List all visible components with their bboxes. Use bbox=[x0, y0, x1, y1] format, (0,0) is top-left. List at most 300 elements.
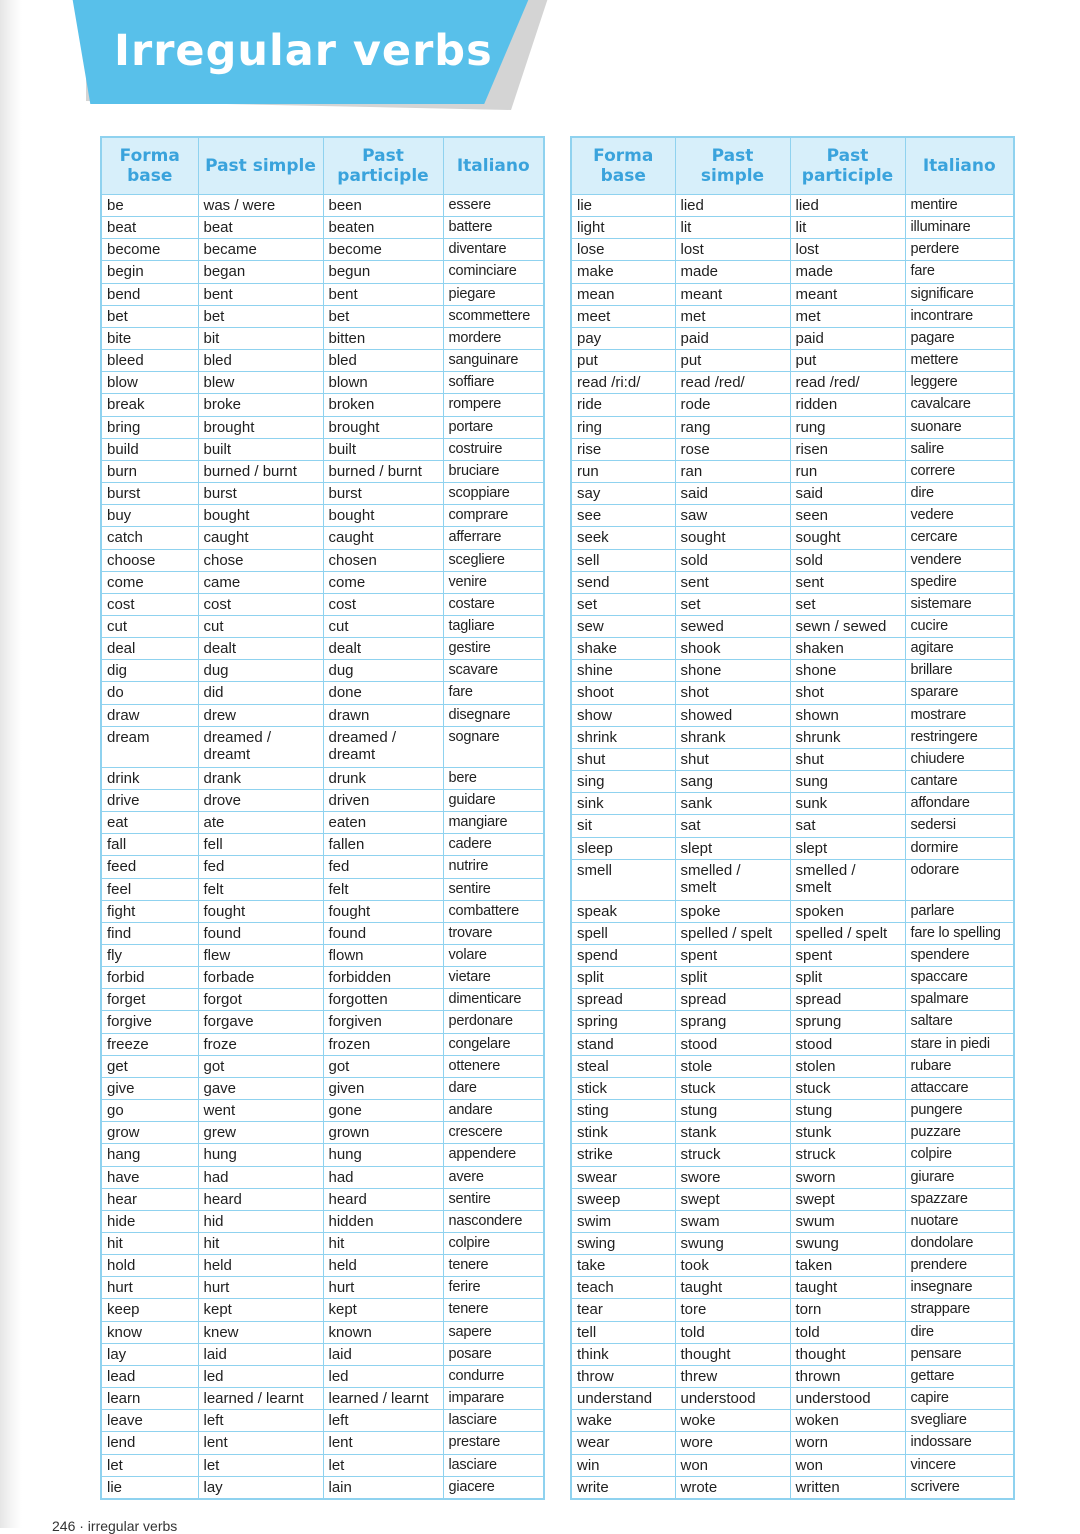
past-participle-cell: thought bbox=[790, 1343, 905, 1365]
italiano-cell: giacere bbox=[443, 1476, 544, 1499]
past-simple-cell: learned / learnt bbox=[198, 1388, 323, 1410]
italiano-cell: mangiare bbox=[443, 812, 544, 834]
past-simple-cell: led bbox=[198, 1365, 323, 1387]
italiano-cell: pensare bbox=[905, 1343, 1014, 1365]
forma-base-cell: bite bbox=[101, 327, 198, 349]
table-row bbox=[101, 1011, 544, 1033]
table-row bbox=[101, 1233, 544, 1255]
header-past-simple: Past simple bbox=[675, 137, 790, 195]
forma-base-cell: blow bbox=[101, 372, 198, 394]
past-simple-cell: sang bbox=[675, 771, 790, 793]
forma-base-cell: hide bbox=[101, 1210, 198, 1232]
forma-base-cell: give bbox=[101, 1077, 198, 1099]
past-participle-cell: sworn bbox=[790, 1166, 905, 1188]
header-italiano: Italiano bbox=[905, 137, 1014, 195]
forma-base-cell: speak bbox=[571, 900, 675, 922]
italiano-cell: congelare bbox=[443, 1033, 544, 1055]
forma-base-cell: teach bbox=[571, 1277, 675, 1299]
italiano-cell: fare bbox=[443, 682, 544, 704]
italiano-cell: vendere bbox=[905, 549, 1014, 571]
past-participle-cell: forgiven bbox=[323, 1011, 443, 1033]
italiano-cell: svegliare bbox=[905, 1410, 1014, 1432]
past-participle-cell: spread bbox=[790, 989, 905, 1011]
past-participle-cell: hurt bbox=[323, 1277, 443, 1299]
past-simple-cell: stank bbox=[675, 1122, 790, 1144]
table-row bbox=[571, 416, 1014, 438]
past-participle-cell: bled bbox=[323, 350, 443, 372]
italiano-cell: pagare bbox=[905, 327, 1014, 349]
table-row bbox=[571, 217, 1014, 239]
table-row bbox=[101, 878, 544, 900]
past-participle-cell: paid bbox=[790, 327, 905, 349]
table-row bbox=[571, 1033, 1014, 1055]
table-row bbox=[101, 660, 544, 682]
italiano-cell: cominciare bbox=[443, 261, 544, 283]
verbs-table-right-body bbox=[571, 195, 1014, 1500]
past-simple-cell: cost bbox=[198, 593, 323, 615]
past-participle-cell: held bbox=[323, 1255, 443, 1277]
forma-base-cell: forget bbox=[101, 989, 198, 1011]
table-row bbox=[571, 1122, 1014, 1144]
past-participle-cell: rung bbox=[790, 416, 905, 438]
italiano-cell: soffiare bbox=[443, 372, 544, 394]
italiano-cell: trovare bbox=[443, 922, 544, 944]
forma-base-cell: find bbox=[101, 922, 198, 944]
forma-base-cell: pay bbox=[571, 327, 675, 349]
past-simple-cell: won bbox=[675, 1454, 790, 1476]
forma-base-cell: drive bbox=[101, 789, 198, 811]
header-past-simple: Past simple bbox=[198, 137, 323, 195]
past-participle-cell: sat bbox=[790, 815, 905, 837]
table-row bbox=[571, 944, 1014, 966]
forma-base-cell: fly bbox=[101, 944, 198, 966]
forma-base-cell: rise bbox=[571, 438, 675, 460]
forma-base-cell: hurt bbox=[101, 1277, 198, 1299]
past-participle-cell: taken bbox=[790, 1255, 905, 1277]
past-simple-cell: wore bbox=[675, 1432, 790, 1454]
past-participle-cell: blown bbox=[323, 372, 443, 394]
forma-base-cell: lie bbox=[571, 195, 675, 217]
table-row bbox=[571, 394, 1014, 416]
past-participle-cell: become bbox=[323, 239, 443, 261]
italiano-cell: colpire bbox=[443, 1233, 544, 1255]
past-simple-cell: fed bbox=[198, 856, 323, 878]
past-participle-cell: read /red/ bbox=[790, 372, 905, 394]
past-participle-cell: bitten bbox=[323, 327, 443, 349]
table-row bbox=[571, 660, 1014, 682]
table-row bbox=[101, 1388, 544, 1410]
italiano-cell: dimenticare bbox=[443, 989, 544, 1011]
italiano-cell: scavare bbox=[443, 660, 544, 682]
table-row bbox=[571, 748, 1014, 770]
past-simple-cell: laid bbox=[198, 1343, 323, 1365]
table-row bbox=[571, 460, 1014, 482]
table-row bbox=[101, 812, 544, 834]
table-row bbox=[101, 571, 544, 593]
past-participle-cell: worn bbox=[790, 1432, 905, 1454]
table-row bbox=[101, 1100, 544, 1122]
past-simple-cell: stood bbox=[675, 1033, 790, 1055]
table-row bbox=[571, 1210, 1014, 1232]
past-participle-cell: seen bbox=[790, 505, 905, 527]
table-row bbox=[571, 922, 1014, 944]
italiano-cell: portare bbox=[443, 416, 544, 438]
past-simple-cell: saw bbox=[675, 505, 790, 527]
past-participle-cell: come bbox=[323, 571, 443, 593]
past-simple-cell: made bbox=[675, 261, 790, 283]
past-participle-cell: bet bbox=[323, 305, 443, 327]
table-row bbox=[101, 217, 544, 239]
italiano-cell: attaccare bbox=[905, 1077, 1014, 1099]
table-row bbox=[571, 1255, 1014, 1277]
table-row bbox=[101, 1077, 544, 1099]
past-participle-cell: brought bbox=[323, 416, 443, 438]
table-row bbox=[571, 1388, 1014, 1410]
italiano-cell: stare in piedi bbox=[905, 1033, 1014, 1055]
table-row bbox=[101, 922, 544, 944]
forma-base-cell: bend bbox=[101, 283, 198, 305]
past-participle-cell: swum bbox=[790, 1210, 905, 1232]
past-simple-cell: forgot bbox=[198, 989, 323, 1011]
italiano-cell: dormire bbox=[905, 837, 1014, 859]
italiano-cell: ferire bbox=[443, 1277, 544, 1299]
forma-base-cell: steal bbox=[571, 1055, 675, 1077]
forma-base-cell: tell bbox=[571, 1321, 675, 1343]
forma-base-cell: sting bbox=[571, 1100, 675, 1122]
italiano-cell: vietare bbox=[443, 967, 544, 989]
italiano-cell: affondare bbox=[905, 793, 1014, 815]
past-participle-cell: thrown bbox=[790, 1365, 905, 1387]
forma-base-cell: hold bbox=[101, 1255, 198, 1277]
table-row bbox=[101, 967, 544, 989]
past-participle-cell: torn bbox=[790, 1299, 905, 1321]
forma-base-cell: light bbox=[571, 217, 675, 239]
past-simple-cell: did bbox=[198, 682, 323, 704]
forma-base-cell: swim bbox=[571, 1210, 675, 1232]
past-participle-cell: flown bbox=[323, 944, 443, 966]
forma-base-cell: read /ri:d/ bbox=[571, 372, 675, 394]
table-row bbox=[101, 856, 544, 878]
past-participle-cell: hit bbox=[323, 1233, 443, 1255]
italiano-cell: disegnare bbox=[443, 704, 544, 726]
table-row bbox=[101, 483, 544, 505]
forma-base-cell: fight bbox=[101, 900, 198, 922]
italiano-cell: pungere bbox=[905, 1100, 1014, 1122]
table-row bbox=[571, 305, 1014, 327]
past-participle-cell: built bbox=[323, 438, 443, 460]
forma-base-cell: sit bbox=[571, 815, 675, 837]
past-participle-cell: risen bbox=[790, 438, 905, 460]
italiano-cell: cucire bbox=[905, 615, 1014, 637]
table-row bbox=[101, 1210, 544, 1232]
past-simple-cell: sat bbox=[675, 815, 790, 837]
table-row bbox=[571, 1100, 1014, 1122]
past-simple-cell: bled bbox=[198, 350, 323, 372]
past-participle-cell: begun bbox=[323, 261, 443, 283]
forma-base-cell: sweep bbox=[571, 1188, 675, 1210]
forma-base-cell: let bbox=[101, 1454, 198, 1476]
italiano-cell: costruire bbox=[443, 438, 544, 460]
forma-base-cell: burn bbox=[101, 460, 198, 482]
table-row bbox=[101, 615, 544, 637]
table-row bbox=[571, 195, 1014, 217]
past-participle-cell: taught bbox=[790, 1277, 905, 1299]
past-participle-cell: told bbox=[790, 1321, 905, 1343]
italiano-cell: sentire bbox=[443, 878, 544, 900]
past-simple-cell: burst bbox=[198, 483, 323, 505]
italiano-cell: spedire bbox=[905, 571, 1014, 593]
italiano-cell: sognare bbox=[443, 726, 544, 767]
forma-base-cell: wake bbox=[571, 1410, 675, 1432]
past-simple-cell: drew bbox=[198, 704, 323, 726]
past-participle-cell: broken bbox=[323, 394, 443, 416]
table-row bbox=[571, 1077, 1014, 1099]
italiano-cell: parlare bbox=[905, 900, 1014, 922]
table-row bbox=[101, 327, 544, 349]
past-participle-cell: spoken bbox=[790, 900, 905, 922]
past-simple-cell: held bbox=[198, 1255, 323, 1277]
italiano-cell: nutrire bbox=[443, 856, 544, 878]
past-participle-cell: caught bbox=[323, 527, 443, 549]
table-row bbox=[101, 1033, 544, 1055]
forma-base-cell: shine bbox=[571, 660, 675, 682]
forma-base-cell: come bbox=[101, 571, 198, 593]
past-simple-cell: was / were bbox=[198, 195, 323, 217]
past-simple-cell: lost bbox=[675, 239, 790, 261]
past-simple-cell: thought bbox=[675, 1343, 790, 1365]
table-row bbox=[101, 1122, 544, 1144]
past-participle-cell: hung bbox=[323, 1144, 443, 1166]
forma-base-cell: buy bbox=[101, 505, 198, 527]
past-simple-cell: gave bbox=[198, 1077, 323, 1099]
past-simple-cell: shook bbox=[675, 638, 790, 660]
italiano-cell: crescere bbox=[443, 1122, 544, 1144]
italiano-cell: giurare bbox=[905, 1166, 1014, 1188]
italiano-cell: mettere bbox=[905, 350, 1014, 372]
past-simple-cell: met bbox=[675, 305, 790, 327]
past-simple-cell: shut bbox=[675, 748, 790, 770]
italiano-cell: cercare bbox=[905, 527, 1014, 549]
past-participle-cell: sung bbox=[790, 771, 905, 793]
table-row bbox=[571, 327, 1014, 349]
forma-base-cell: go bbox=[101, 1100, 198, 1122]
past-participle-cell: kept bbox=[323, 1299, 443, 1321]
table-row bbox=[571, 239, 1014, 261]
table-row bbox=[571, 771, 1014, 793]
past-participle-cell: struck bbox=[790, 1144, 905, 1166]
header-italiano: Italiano bbox=[443, 137, 544, 195]
italiano-cell: prestare bbox=[443, 1432, 544, 1454]
table-row bbox=[571, 1432, 1014, 1454]
forma-base-cell: do bbox=[101, 682, 198, 704]
past-participle-cell: eaten bbox=[323, 812, 443, 834]
verbs-table-right bbox=[570, 136, 1015, 1500]
past-simple-cell: stole bbox=[675, 1055, 790, 1077]
table-row bbox=[101, 505, 544, 527]
italiano-cell: fare lo spelling bbox=[905, 922, 1014, 944]
past-participle-cell: burned / burnt bbox=[323, 460, 443, 482]
past-simple-cell: bit bbox=[198, 327, 323, 349]
italiano-cell: spendere bbox=[905, 944, 1014, 966]
past-participle-cell: heard bbox=[323, 1188, 443, 1210]
past-simple-cell: found bbox=[198, 922, 323, 944]
forma-base-cell: sing bbox=[571, 771, 675, 793]
italiano-cell: mordere bbox=[443, 327, 544, 349]
italiano-cell: bere bbox=[443, 767, 544, 789]
past-participle-cell: met bbox=[790, 305, 905, 327]
italiano-cell: dare bbox=[443, 1077, 544, 1099]
past-participle-cell: lied bbox=[790, 195, 905, 217]
table-row bbox=[101, 1432, 544, 1454]
past-simple-cell: bent bbox=[198, 283, 323, 305]
forma-base-cell: drink bbox=[101, 767, 198, 789]
italiano-cell: spazzare bbox=[905, 1188, 1014, 1210]
past-simple-cell: swung bbox=[675, 1233, 790, 1255]
table-row bbox=[101, 239, 544, 261]
past-participle-cell: meant bbox=[790, 283, 905, 305]
italiano-cell: afferrare bbox=[443, 527, 544, 549]
table-row bbox=[571, 1299, 1014, 1321]
forma-base-cell: deal bbox=[101, 638, 198, 660]
italiano-cell: illuminare bbox=[905, 217, 1014, 239]
forma-base-cell: put bbox=[571, 350, 675, 372]
table-row bbox=[101, 1255, 544, 1277]
past-simple-cell: hurt bbox=[198, 1277, 323, 1299]
italiano-cell: condurre bbox=[443, 1365, 544, 1387]
past-simple-cell: blew bbox=[198, 372, 323, 394]
forma-base-cell: win bbox=[571, 1454, 675, 1476]
forma-base-cell: bleed bbox=[101, 350, 198, 372]
past-simple-cell: swam bbox=[675, 1210, 790, 1232]
past-participle-cell: sprung bbox=[790, 1011, 905, 1033]
past-participle-cell: cost bbox=[323, 593, 443, 615]
table-row bbox=[101, 438, 544, 460]
past-participle-cell: lain bbox=[323, 1476, 443, 1499]
table-row bbox=[571, 1144, 1014, 1166]
forma-base-cell: run bbox=[571, 460, 675, 482]
table-row bbox=[101, 1476, 544, 1499]
forma-base-cell: take bbox=[571, 1255, 675, 1277]
past-participle-cell: swung bbox=[790, 1233, 905, 1255]
table-row bbox=[101, 1299, 544, 1321]
past-simple-cell: said bbox=[675, 483, 790, 505]
forma-base-cell: lie bbox=[101, 1476, 198, 1499]
italiano-cell: scoppiare bbox=[443, 483, 544, 505]
past-simple-cell: caught bbox=[198, 527, 323, 549]
forma-base-cell: get bbox=[101, 1055, 198, 1077]
forma-base-cell: send bbox=[571, 571, 675, 593]
forma-base-cell: lend bbox=[101, 1432, 198, 1454]
italiano-cell: sedersi bbox=[905, 815, 1014, 837]
past-simple-cell: dealt bbox=[198, 638, 323, 660]
table-row bbox=[101, 900, 544, 922]
past-participle-cell: grown bbox=[323, 1122, 443, 1144]
past-simple-cell: understood bbox=[675, 1388, 790, 1410]
past-participle-cell: sent bbox=[790, 571, 905, 593]
table-row bbox=[571, 283, 1014, 305]
italiano-cell: indossare bbox=[905, 1432, 1014, 1454]
past-participle-cell: found bbox=[323, 922, 443, 944]
page-title: Irregular verbs bbox=[114, 26, 493, 76]
table-row bbox=[101, 767, 544, 789]
table-row bbox=[101, 1321, 544, 1343]
past-participle-cell: written bbox=[790, 1476, 905, 1499]
past-participle-cell: won bbox=[790, 1454, 905, 1476]
forma-base-cell: leave bbox=[101, 1410, 198, 1432]
table-row bbox=[571, 967, 1014, 989]
past-simple-cell: read /red/ bbox=[675, 372, 790, 394]
past-simple-cell: took bbox=[675, 1255, 790, 1277]
italiano-cell: cantare bbox=[905, 771, 1014, 793]
table-header-row bbox=[571, 137, 1014, 195]
past-participle-cell: stunk bbox=[790, 1122, 905, 1144]
past-participle-cell: forgotten bbox=[323, 989, 443, 1011]
italiano-cell: mostrare bbox=[905, 704, 1014, 726]
italiano-cell: capire bbox=[905, 1388, 1014, 1410]
past-simple-cell: ate bbox=[198, 812, 323, 834]
past-simple-cell: went bbox=[198, 1100, 323, 1122]
past-simple-cell: put bbox=[675, 350, 790, 372]
forma-base-cell: shake bbox=[571, 638, 675, 660]
italiano-cell: sapere bbox=[443, 1321, 544, 1343]
table-row bbox=[571, 1277, 1014, 1299]
past-participle-cell: sunk bbox=[790, 793, 905, 815]
past-simple-cell: left bbox=[198, 1410, 323, 1432]
forma-base-cell: swing bbox=[571, 1233, 675, 1255]
forma-base-cell: dig bbox=[101, 660, 198, 682]
forma-base-cell: break bbox=[101, 394, 198, 416]
past-participle-cell: split bbox=[790, 967, 905, 989]
table-row bbox=[571, 505, 1014, 527]
italiano-cell: nascondere bbox=[443, 1210, 544, 1232]
past-simple-cell: burned / burnt bbox=[198, 460, 323, 482]
past-participle-cell: run bbox=[790, 460, 905, 482]
past-simple-cell: smelled / smelt bbox=[675, 859, 790, 900]
table-row bbox=[101, 1343, 544, 1365]
past-participle-cell: shaken bbox=[790, 638, 905, 660]
past-participle-cell: known bbox=[323, 1321, 443, 1343]
italiano-cell: avere bbox=[443, 1166, 544, 1188]
table-row bbox=[101, 394, 544, 416]
past-participle-cell: shot bbox=[790, 682, 905, 704]
italiano-cell: combattere bbox=[443, 900, 544, 922]
past-simple-cell: lent bbox=[198, 1432, 323, 1454]
past-participle-cell: frozen bbox=[323, 1033, 443, 1055]
italiano-cell: piegare bbox=[443, 283, 544, 305]
page-edge-shadow bbox=[0, 0, 22, 1528]
forma-base-cell: shoot bbox=[571, 682, 675, 704]
italiano-cell: brillare bbox=[905, 660, 1014, 682]
forma-base-cell: learn bbox=[101, 1388, 198, 1410]
past-simple-cell: paid bbox=[675, 327, 790, 349]
italiano-cell: spalmare bbox=[905, 989, 1014, 1011]
italiano-cell: lasciare bbox=[443, 1454, 544, 1476]
table-row bbox=[571, 1365, 1014, 1387]
table-row bbox=[571, 859, 1014, 900]
forma-base-cell: sink bbox=[571, 793, 675, 815]
past-simple-cell: fought bbox=[198, 900, 323, 922]
forma-base-cell: swear bbox=[571, 1166, 675, 1188]
past-participle-cell: hidden bbox=[323, 1210, 443, 1232]
header-forma-base: Forma base bbox=[101, 137, 198, 195]
past-simple-cell: split bbox=[675, 967, 790, 989]
table-row bbox=[571, 815, 1014, 837]
past-participle-cell: ridden bbox=[790, 394, 905, 416]
past-simple-cell: spent bbox=[675, 944, 790, 966]
past-participle-cell: given bbox=[323, 1077, 443, 1099]
past-participle-cell: lost bbox=[790, 239, 905, 261]
forma-base-cell: draw bbox=[101, 704, 198, 726]
